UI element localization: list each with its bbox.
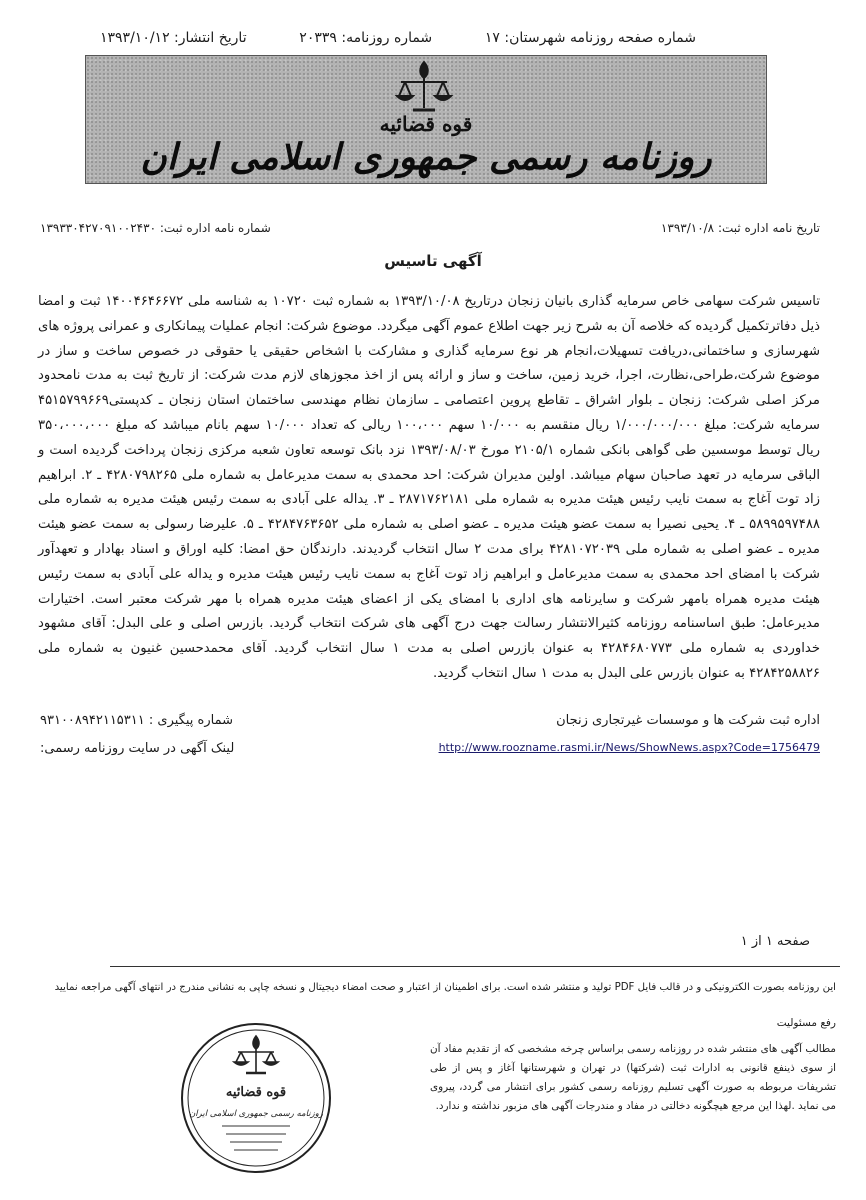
city-page-number: شماره صفحه روزنامه شهرستان: ۱۷ <box>484 30 696 46</box>
publish-date: تاریخ انتشار: ۱۳۹۳/۱۰/۱۲ <box>100 30 247 46</box>
registration-info <box>40 221 820 241</box>
header-meta <box>100 30 696 52</box>
banner-title: روزنامه رسمی جمهوری اسلامی ایران <box>140 136 712 178</box>
stamp-org: قوه قضائیه <box>225 1085 287 1100</box>
footer-divider <box>110 966 840 967</box>
registration-letter-number: شماره نامه اداره ثبت: ۱۳۹۳۳۰۴۲۷۰۹۱۰۰۲۴۳۰ <box>40 221 271 235</box>
registry-office: اداره ثبت شرکت ها و موسسات غیرتجاری زنجان <box>556 713 820 728</box>
notice-heading: آگهی تاسیس <box>384 252 482 270</box>
tracking-number: شماره پیگیری : ۹۳۱۰۰۸۹۴۲۱۱۵۳۱۱ <box>40 713 233 728</box>
tracking-row <box>40 713 820 733</box>
responsibility-body: مطالب آگهی های منتشر شده در روزنامه رسمی براساس چرخه مشخصی که از تقدیم مفاد آن از سوی ذینفع قانونی به ادارات ثبت (شرکتها) در تهران و شهرستانها آغاز و پس از طی تشریفات مربوطه به صورت آگهی تسلیم روزنامه رسمی کشور برای انتشار می گردد، پیروی می نماید .لهذا این مرجع هیچگونه دخالتی در مفاد و مندرجات آگهی های مزبور نداشته و ندارد. <box>430 1043 836 1112</box>
registration-letter-date: تاریخ نامه اداره ثبت: ۱۳۹۳/۱۰/۸ <box>660 221 820 235</box>
link-row <box>40 741 820 761</box>
stamp-name: روزنامه رسمی جمهوری اسلامی ایران <box>189 1109 323 1119</box>
notice-body: تاسیس شرکت سهامی خاص سرمایه گذاری بانیان زنجان درتاریخ ۱۳۹۳/۱۰/۰۸ به شماره ثبت ۱۰۷۲۰ به شناسه ملی ۱۴۰۰۴۶۴۶۶۷۲ ثبت و امضا ذیل دفاترتکمیل گردیده که خلاصه آن به شرح زیر جهت اطلاع عموم آگهی میگردد. موضوع شرکت: انجام عملیات پیمانکاری و عمرانی پروژه های شهرسازی و ساختمانی،دریافت تسهیلات،انجام هر نوع سرمایه گذاری و مشارکت با اشخاص حقیقی یا حقوقی در خصوص ساخت و ساز در موضوع شرکت،طراحی،نظارت، اجرا، خرید زمین، ساخت و ساز و ارائه پس از اخذ مجوزهای لازم مدت شرکت: از تاریخ ثبت به مدت نامحدود مرکز اصلی شرکت: زنجان ـ بلوار اشراق ـ تقاطع پروین اعتصامی ـ سازمان نظام مهندسی ساختمان استان زنجان ـ کدپستی۴۵۱۵۷۹۹۶۶۹ سرمایه شرکت: مبلغ ۱/۰۰۰/۰۰۰/۰۰۰ ریال منقسم به ۱۰/۰۰۰ سهم ۱۰۰،۰۰۰ ریالی که تعداد ۱۰/۰۰۰ سهم بانام میباشد که مبلغ ۳۵۰،۰۰۰،۰۰۰ ریال توسط موسسین طی گواهی بانکی شماره ۲۱۰۵/۱ مورخ ۱۳۹۳/۰۸/۰۳ نزد بانک توسعه تعاون شعبه مرکزی زنجان پرداخت گردیده است و الباقی سرمایه در تعهد صاحبان سهام میباشد. اولین مدیران شرکت: احد محمدی به سمت مدیرعامل به شماره ملی ۴۲۸۰۷۹۸۲۶۵ ـ ۲. ابراهیم زاد توت آغاج به سمت نایب رئیس هیئت مدیره به شماره ملی ۲۸۷۱۷۶۲۱۸۱ ـ ۳. یداله علی آبادی به سمت رئیس هیئت مدیره به شماره ملی ۵۸۹۹۵۹۷۴۸۸ ـ ۴. یحیی نصیرا به سمت عضو هیئت مدیره ـ عضو اصلی به شماره ملی ۴۲۸۴۷۶۳۶۵۲ ـ ۵. علیرضا رسولی به سمت عضو هیئت مدیره ـ عضو اصلی به شماره ملی ۴۲۸۱۰۷۲۰۳۹ برای مدت ۲ سال انتخاب گردیدند. دارندگان حق امضا: کلیه اوراق و اسناد بهادار و تعهدآور شرکت با امضای احد محمدی به سمت مدیرعامل و ابراهیم زاد توت آغاج به سمت نایب رئیس هیئت مدیره و یداله علی آبادی به سمت رئیس هیئت مدیره همراه بامهر شرکت و سایرنامه های اداری با امضای یکی از اعضای هیئت مدیره همراه با مهر شرکت معتبر است. اختیارات مدیرعامل: طبق اساسنامه روزنامه کثیرالانتشار رسالت جهت درج آگهی های شرکت انتخاب گردید. بازرس اصلی و علی البدل: آقای مشهود خداوردی به شماره ملی ۴۲۸۴۶۸۰۷۷۳ به عنوان بازرس اصلی به مدت ۱ سال انتخاب گردید. آقای محمدحسین غنیون به شماره ملی ۴۲۸۴۲۵۸۸۲۶ به عنوان بازرس علی البدل به مدت ۱ سال انتخاب گردید. <box>38 294 821 681</box>
notice-link[interactable]: http://www.roozname.rasmi.ir/News/ShowNews.aspx?Code=1756479 <box>438 741 820 754</box>
issue-number: شماره روزنامه: ۲۰۳۳۹ <box>299 30 433 46</box>
link-label: لینک آگهی در سایت روزنامه رسمی: <box>40 741 235 756</box>
footer-disclaimer: این روزنامه بصورت الکترونیکی و در قالب فایل PDF تولید و منتشر شده است. برای اطمینان از اعتبار و صحت امضاء دیجیتال و نسخه چاپی به نشانی مندرج در انتهای آگهی مراجعه نمایید <box>54 982 836 993</box>
judiciary-scales-emblem-icon <box>391 58 457 116</box>
newspaper-banner <box>85 55 767 184</box>
banner-subtitle: قوه قضائیه <box>379 112 473 136</box>
official-seal-stamp-icon <box>178 1020 334 1176</box>
page-number: صفحه ۱ از ۱ <box>740 934 810 949</box>
responsibility-title: رفع مسئولیت <box>776 1017 836 1029</box>
